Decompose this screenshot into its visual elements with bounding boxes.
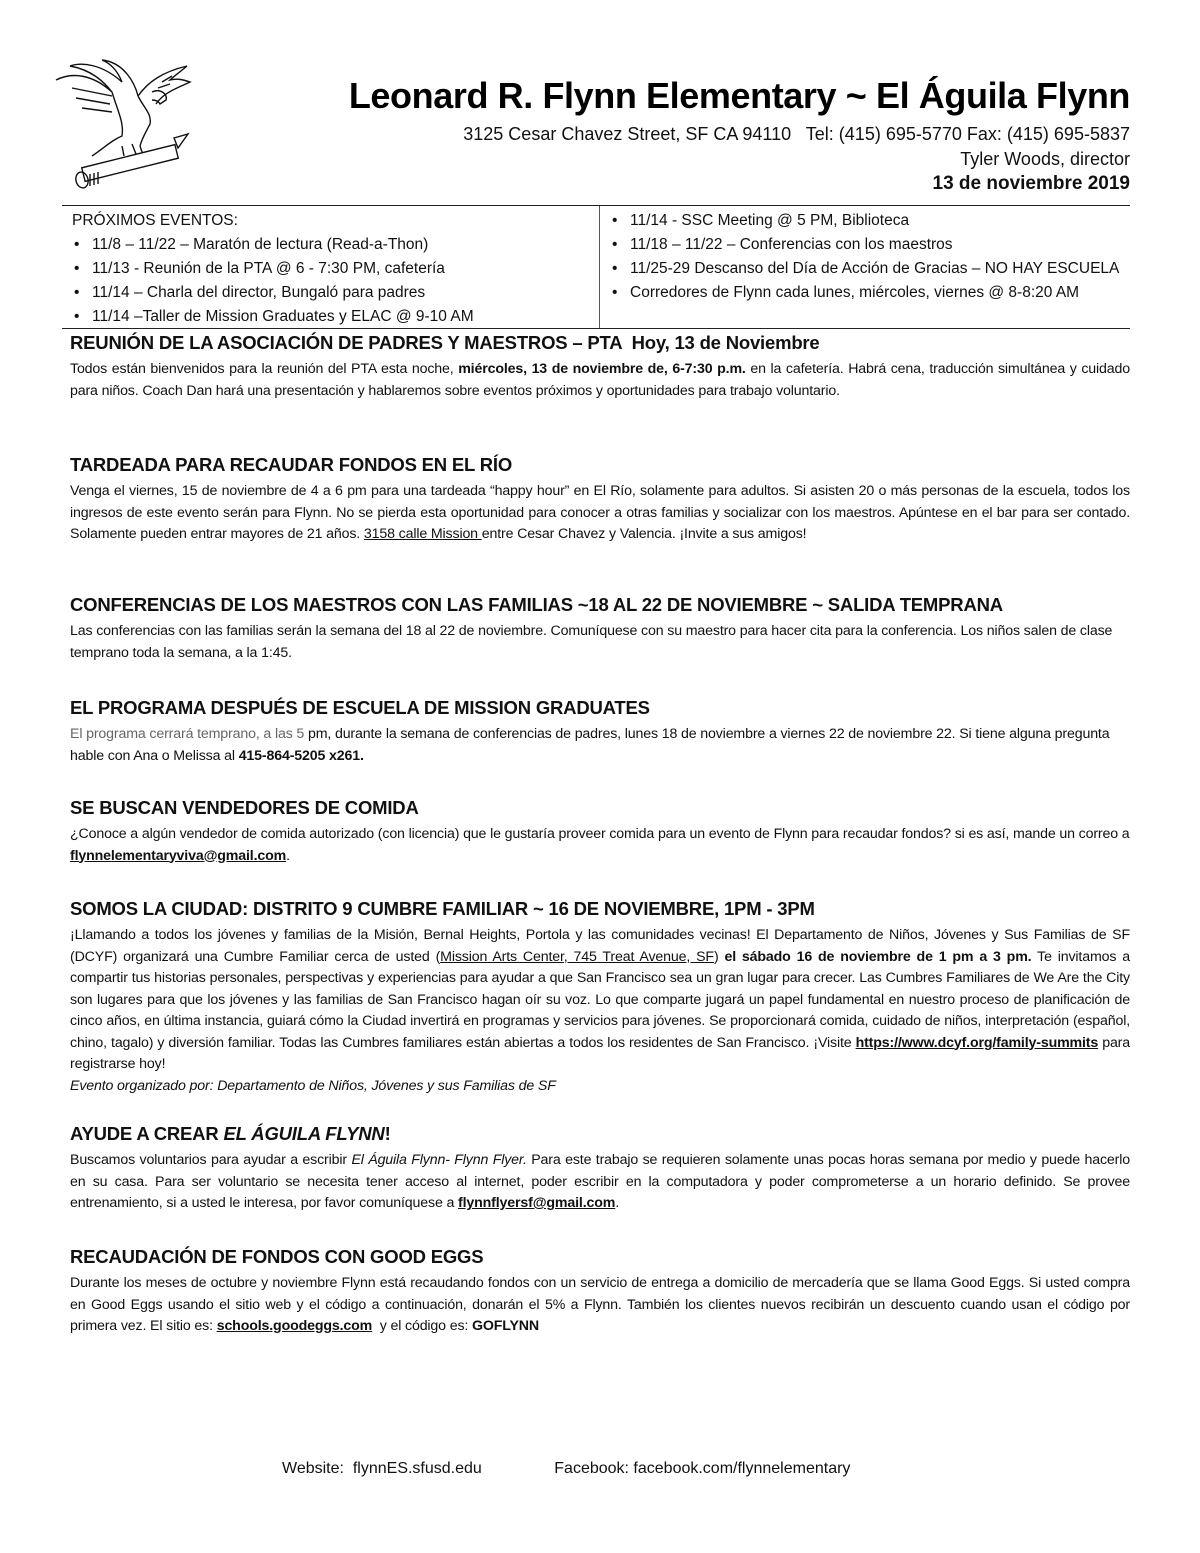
event-item: • 11/13 - Reunión de la PTA @ 6 - 7:30 PM, cafetería — [72, 257, 599, 281]
event-item: • 11/8 – 11/22 – Maratón de lectura (Read-a-Thon) — [72, 233, 599, 257]
email-link[interactable]: flynnelementaryviva@gmail.com — [70, 847, 287, 864]
address-link[interactable]: 3158 calle Mission — [363, 526, 482, 542]
footer — [282, 1460, 982, 1478]
bullet-icon: • — [612, 284, 618, 301]
event-item: • Corredores de Flynn cada lunes, miércoles, viernes @ 8-8:20 AM — [610, 281, 1130, 305]
bullet-icon: • — [612, 236, 618, 253]
section-body: Las conferencias con las familias serán la semana del 18 al 22 de noviembre. Comuníquese con su maestro para hacer cita para la conferencia. Los niños salen de clase temprano toda la semana, a la 1:45. — [70, 623, 1113, 661]
newsletter-header — [349, 74, 1130, 196]
section-title: TARDEADA PARA RECAUDAR FONDOS EN EL RÍO — [70, 454, 513, 475]
section-title: CONFERENCIAS DE LOS MAESTROS CON LAS FAMILIAS ~18 AL 22 DE NOVIEMBRE ~ SALIDA TEMPRANA — [70, 594, 1003, 615]
school-logo — [52, 52, 194, 192]
section-body: Durante los meses de octubre y noviembre Flynn está recaudando fondos con un servicio de entrega a domicilio de mercadería que se llama Good Eggs. Si usted compra en Good Eggs usando el sitio web y el código a continuación, donarán el 5% a Flynn. También los clientes nuevos recibirán un descuento cuando usan el código por primera vez. El sitio es: schools.goodeggs.com y el código es: GOFLYNN — [70, 1275, 1130, 1334]
section-tardeada — [70, 453, 1130, 546]
section-title: EL PROGRAMA DESPUÉS DE ESCUELA DE MISSION GRADUATES — [70, 697, 650, 718]
registration-link[interactable]: https://www.dcyf.org/family-summits — [855, 1034, 1099, 1051]
organizer-note: Evento organizado por: Departamento de Niños, Jóvenes y sus Familias de SF — [70, 1077, 556, 1094]
bullet-icon: • — [74, 236, 80, 253]
promo-code: GOFLYNN — [471, 1318, 539, 1334]
events-column-left — [62, 206, 600, 328]
event-item: • 11/14 – Charla del director, Bungaló para padres — [72, 281, 599, 305]
school-address: 3125 Cesar Chavez Street, SF CA 94110 Tel: (415) 695-5770 Fax: (415) 695-5837 — [463, 124, 1130, 144]
website-link[interactable]: Website: flynnES.sfusd.edu — [282, 1460, 482, 1477]
upcoming-events-box — [62, 205, 1130, 329]
event-item: • 11/18 – 11/22 – Conferencias con los maestros — [610, 233, 1130, 257]
email-link[interactable]: flynnflyersf@gmail.com — [458, 1195, 616, 1211]
bullet-icon: • — [74, 308, 80, 325]
section-conferencias — [70, 593, 1130, 664]
director-name: Tyler Woods, director — [960, 149, 1130, 169]
section-body: Venga el viernes, 15 de noviembre de 4 a 6 pm para una tardeada “happy hour” en El Río, solamente para adultos. Si asisten 20 o más personas de la escuela, todos los ingresos de este evento serán para Flynn. No se pierda esta oportunidad para conocer a otras familias y socializar con los maestros. Apúntese en el bar para ser contado. Solamente pueden entrar mayores de 21 años. 3158 calle Mission entre Cesar Chavez y Valencia. ¡Invite a sus amigos! — [70, 483, 1130, 542]
bullet-icon: • — [74, 284, 80, 301]
event-item: • 11/14 –Taller de Mission Graduates y ELAC @ 9-10 AM — [72, 305, 599, 329]
good-eggs-link[interactable]: schools.goodeggs.com — [216, 1318, 373, 1334]
events-heading: PRÓXIMOS EVENTOS: — [72, 212, 238, 229]
section-title: AYUDE A CREAR EL ÁGUILA FLYNN! — [70, 1123, 391, 1144]
section-title: REUNIÓN DE LA ASOCIACIÓN DE PADRES Y MAESTROS – PTA Hoy, 13 de Noviembre — [70, 332, 820, 353]
issue-date: 13 de noviembre 2019 — [932, 173, 1130, 194]
section-good-eggs — [70, 1245, 1130, 1338]
section-title: SE BUSCAN VENDEDORES DE COMIDA — [70, 797, 419, 818]
eagle-with-pencil-icon — [52, 52, 194, 192]
section-body: Buscamos voluntarios para ayudar a escribir El Águila Flynn- Flynn Flyer. Para este trabajo se requieren solamente unas pocas horas semana por medio y puede hacerlo en su casa. Para ser voluntario se necesita tener acceso al internet, poder escribir en la computadora y poder comprometerse a un horario definido. Se provee entrenamiento, si a usted le interesa, por favor comuníquese a flynnflyersf@gmail.com. — [70, 1152, 1130, 1211]
section-somos-la-ciudad — [70, 897, 1130, 1097]
facebook-link[interactable]: Facebook: facebook.com/flynnelementary — [554, 1460, 851, 1477]
events-column-right — [600, 206, 1130, 328]
bullet-icon: • — [612, 212, 618, 229]
location-link[interactable]: Mission Arts Center, 745 Treat Avenue, SF — [440, 948, 714, 965]
section-body: ¿Conoce a algún vendedor de comida autorizado (con licencia) que le gustaría proveer comida para un evento de Flynn para recaudar fondos? si es así, mande un correo a flynnelementaryviva@gmail.com. — [70, 826, 1130, 864]
event-item: • 11/14 - SSC Meeting @ 5 PM, Biblioteca — [610, 209, 1130, 233]
section-vendedores — [70, 796, 1130, 867]
section-mission-graduates — [70, 696, 1130, 767]
section-body: El programa cerrará temprano, a las 5 pm, durante la semana de conferencias de padres, lunes 18 de noviembre a viernes 22 de noviembre 22. Si tiene alguna pregunta hable con Ana o Melissa al 415-864-5205 x261. — [70, 726, 1110, 764]
section-ayude — [70, 1122, 1130, 1215]
bullet-icon: • — [612, 260, 618, 277]
section-body: ¡Llamando a todos los jóvenes y familias de la Misión, Bernal Heights, Portola y las comunidades vecinas! El Departamento de Niños, Jóvenes y Sus Familias de SF (DCYF) organizará una Cumbre Familiar cerca de usted (Mission Arts Center, 745 Treat Avenue, SF) el sábado 16 de noviembre de 1 pm a 3 pm. Te invitamos a compartir tus historias personales, perspectivas y experiencias para ayudar a que San Francisco sea un gran lugar para crecer. Las Cumbres Familiares de We Are the City son lugares para que los jóvenes y las familias de San Francisco hagan oír su voz. Lo que comparte jugará un papel fundamental en nuestro proceso de planificación de cinco años, en última instancia, guiará cómo la Ciudad invertirá en programas y servicios para jóvenes. Se proporcionará comida, cuidado de niños, interpretación (español, chino, tagalo) y diversión familiar. Todas las Cumbres familiares están abiertas a todos los residentes de San Francisco. ¡Visite https://www.dcyf.org/family-summits para registrarse hoy! Evento organizado por: Departamento de Niños, Jóvenes y sus Familias de SF — [70, 927, 1131, 1094]
school-name: Leonard R. Flynn Elementary ~ El Águila Flynn — [348, 75, 1130, 116]
section-title: SOMOS LA CIUDAD: DISTRITO 9 CUMBRE FAMILIAR ~ 16 DE NOVIEMBRE, 1PM - 3PM — [70, 898, 815, 919]
section-pta-meeting — [70, 331, 1130, 402]
bullet-icon: • — [74, 260, 80, 277]
section-title: RECAUDACIÓN DE FONDOS CON GOOD EGGS — [70, 1246, 484, 1267]
section-body: Todos están bienvenidos para la reunión del PTA esta noche, miércoles, 13 de noviembre de, 6-7:30 p.m. en la cafetería. Habrá cena, traducción simultánea y cuidado para niños. Coach Dan hará una presentación y hablaremos sobre eventos próximos y oportunidades para trabajo voluntario. — [70, 361, 1130, 399]
event-item: • 11/25-29 Descanso del Día de Acción de Gracias – NO HAY ESCUELA — [610, 257, 1130, 281]
phone-number: 415-864-5205 x261. — [238, 747, 364, 764]
